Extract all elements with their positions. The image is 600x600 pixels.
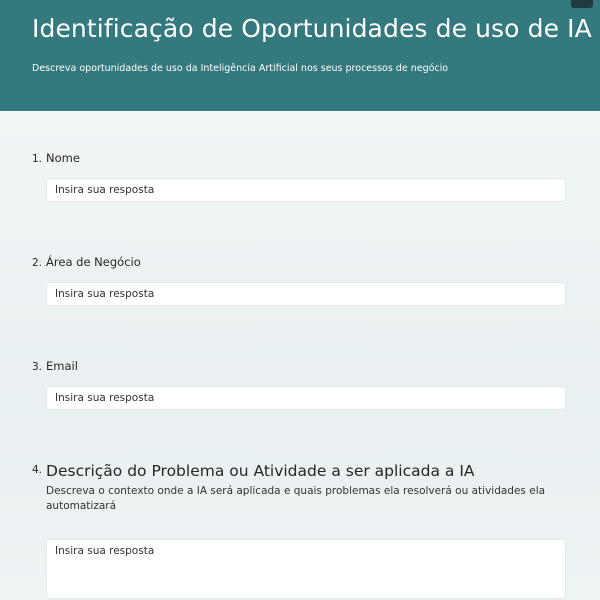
question-number: 2.	[32, 257, 43, 269]
form-subtitle: Descreva oportunidades de uso da Inteligência Artificial nos seus processos de negócio	[32, 63, 449, 74]
question-title: Descrição do Problema ou Atividade a ser aplicada a IA	[46, 462, 475, 480]
question-title: Área de Negócio	[46, 255, 141, 269]
question-label	[32, 151, 568, 165]
area-de-negocio-input[interactable]	[46, 282, 566, 306]
question-descricao	[32, 462, 568, 599]
form-header	[0, 0, 600, 111]
question-number: 3.	[32, 361, 43, 373]
question-title: Email	[46, 359, 78, 373]
menu-button[interactable]	[571, 0, 593, 8]
question-label	[32, 255, 568, 269]
email-input[interactable]	[46, 386, 566, 410]
question-email	[32, 359, 568, 410]
question-area-de-negocio	[32, 255, 568, 306]
question-label	[32, 359, 568, 373]
question-number: 1.	[32, 153, 43, 165]
question-title: Nome	[46, 151, 80, 165]
question-number: 4.	[32, 464, 43, 476]
question-label	[32, 462, 568, 480]
descricao-textarea[interactable]	[46, 539, 566, 599]
question-nome	[32, 151, 568, 202]
form-title: Identificação de Oportunidades de uso de IA	[32, 14, 592, 43]
question-description: Descreva o contexto onde a IA será aplicada e quais problemas ela resolverá ou atividades ela automatizará	[46, 485, 546, 512]
nome-input[interactable]	[46, 178, 566, 202]
